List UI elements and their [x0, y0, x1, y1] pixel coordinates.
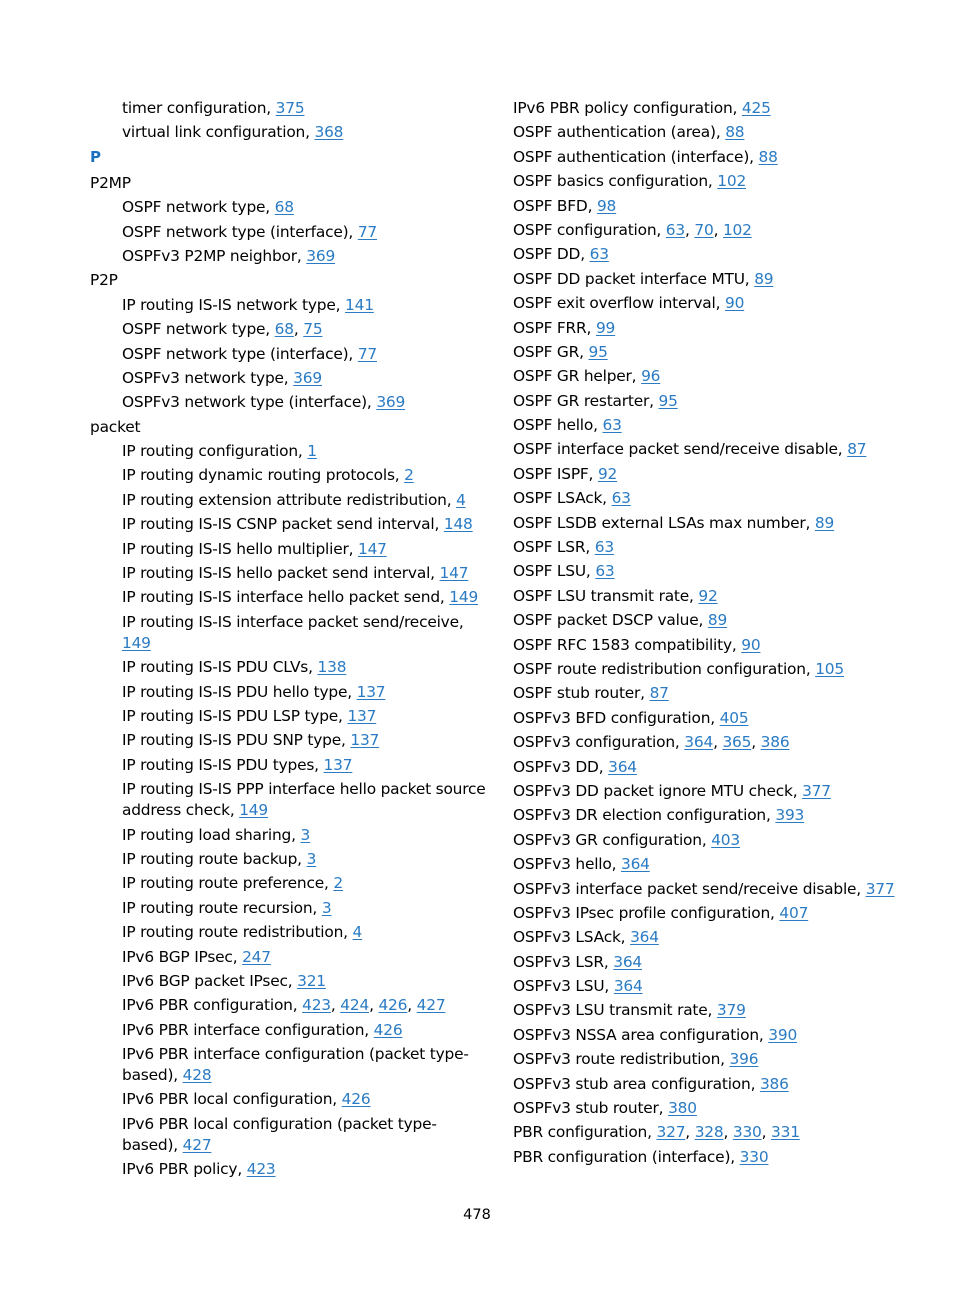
page-ref-link[interactable]: 364 — [613, 952, 643, 971]
page-ref-link[interactable]: 147 — [357, 539, 387, 558]
index-entry — [513, 244, 933, 265]
index-term: IPv6 PBR policy, — [122, 1160, 247, 1179]
index-term: IP routing IS-IS PDU types, — [122, 755, 324, 774]
page-ref-link[interactable]: 63 — [611, 489, 631, 508]
index-term: OSPFv3 IPsec profile configuration, — [513, 903, 780, 922]
page-ref-link[interactable]: 4 — [352, 923, 363, 942]
index-term: OSPF GR restarter, — [513, 391, 659, 410]
index-term: OSPFv3 LSU transmit rate, — [513, 1001, 717, 1020]
index-term: OSPFv3 LSAck, — [513, 928, 631, 947]
index-entry — [513, 976, 933, 997]
index-term: virtual link configuration, — [122, 123, 315, 142]
index-term: OSPF BFD, — [513, 196, 597, 215]
page-ref-link[interactable]: 423 — [302, 996, 331, 1015]
index-term: OSPFv3 interface packet send/receive disable, — [513, 879, 866, 898]
index-term: OSPFv3 DR election configuration, — [513, 806, 776, 825]
index-term: OSPF LSU transmit rate, — [513, 586, 699, 605]
index-subentry — [90, 706, 490, 727]
page-ref-link[interactable]: 95 — [658, 391, 678, 410]
index-term: IP routing IS-IS PPP interface hello packet source address check, — [122, 780, 486, 820]
page-ref-link[interactable]: 77 — [357, 344, 377, 363]
page-ref-link[interactable]: 331 — [771, 1123, 800, 1142]
index-term: IP routing IS-IS hello multiplier, — [122, 539, 358, 558]
page-ref-link[interactable]: 369 — [376, 393, 406, 412]
index-entry — [513, 488, 933, 509]
page-ref-link[interactable]: 70 — [694, 220, 714, 239]
index-entry — [513, 830, 933, 851]
index-subentry — [90, 947, 490, 968]
index-subentry — [90, 922, 490, 943]
index-subentry — [90, 490, 490, 511]
index-subentry — [90, 612, 490, 654]
index-letter-heading — [90, 147, 490, 168]
page-ref-link[interactable]: 423 — [246, 1160, 276, 1179]
index-term: IP routing IS-IS CSNP packet send interval, — [122, 515, 444, 534]
index-entry — [90, 270, 490, 291]
ref-separator: , — [723, 1123, 733, 1142]
index-term: OSPFv3 DD packet ignore MTU check, — [513, 781, 803, 800]
index-term: P2P — [90, 271, 118, 290]
page-ref-link[interactable]: 87 — [847, 440, 867, 459]
index-term: OSPF network type, — [122, 320, 275, 339]
page-ref-link[interactable]: 92 — [597, 464, 618, 483]
index-entry — [513, 171, 933, 192]
index-term: OSPFv3 network type (interface), — [122, 393, 377, 412]
index-term: IPv6 PBR policy configuration, — [513, 99, 742, 117]
index-subentry — [90, 1114, 490, 1156]
index-subentry — [90, 779, 490, 821]
index-subentry — [90, 755, 490, 776]
page-ref-link[interactable]: 3 — [300, 825, 311, 844]
page-ref-link[interactable]: 425 — [741, 99, 771, 117]
index-entry — [513, 269, 933, 290]
index-subentry — [90, 898, 490, 919]
page-ref-link[interactable]: 89 — [707, 611, 728, 630]
page-ref-link[interactable]: 102 — [722, 220, 752, 239]
index-entry — [513, 561, 933, 582]
index-subentry — [90, 1089, 490, 1110]
index-entry — [513, 903, 933, 924]
page-ref-link[interactable]: 141 — [345, 295, 374, 314]
ref-separator: , — [713, 733, 723, 752]
index-entry — [513, 708, 933, 729]
index-entry — [513, 781, 933, 802]
index-term: IPv6 BGP IPsec, — [122, 947, 243, 966]
index-term: OSPF LSDB external LSAs max number, — [513, 513, 815, 532]
index-subentry — [90, 465, 490, 486]
index-term: IPv6 PBR interface configuration, — [122, 1020, 374, 1039]
index-term: OSPFv3 BFD configuration, — [513, 708, 720, 727]
ref-separator: , — [369, 996, 379, 1015]
page-ref-link[interactable]: 98 — [596, 196, 617, 215]
index-subentry — [90, 1159, 490, 1180]
page-ref-link[interactable]: 380 — [668, 1099, 697, 1118]
page-ref-link[interactable]: 393 — [775, 806, 805, 825]
index-term: OSPF GR helper, — [513, 367, 642, 386]
index-subentry — [90, 849, 490, 870]
index-entry — [513, 952, 933, 973]
index-term: IP routing load sharing, — [122, 825, 301, 844]
index-subentry — [90, 441, 490, 462]
page-ref-link[interactable]: 364 — [621, 855, 650, 874]
ref-separator: , — [330, 996, 341, 1015]
index-entry — [513, 879, 933, 900]
page-ref-link[interactable]: 148 — [443, 515, 473, 534]
index-term: OSPF RFC 1583 compatibility, — [513, 635, 742, 654]
index-entry — [513, 927, 933, 948]
index-term: OSPFv3 DD, — [513, 757, 609, 776]
page-ref-link[interactable]: 68 — [274, 198, 294, 217]
page-ref-link[interactable]: 426 — [373, 1020, 403, 1039]
index-entry — [513, 147, 933, 168]
page-ref-link[interactable]: 369 — [306, 246, 336, 265]
index-term: OSPF LSR, — [513, 538, 595, 557]
index-term: OSPFv3 network type, — [122, 368, 294, 387]
page-ref-link[interactable]: 63 — [594, 538, 614, 557]
page-ref-link[interactable]: 77 — [357, 222, 377, 241]
index-subentry — [90, 344, 490, 365]
index-term: OSPF network type (interface), — [122, 344, 358, 363]
page-ref-link[interactable]: 426 — [341, 1090, 371, 1109]
index-entry — [513, 610, 933, 631]
page-ref-link[interactable]: 377 — [865, 879, 895, 898]
index-term: OSPFv3 hello, — [513, 855, 621, 874]
page-ref-link[interactable]: 102 — [717, 172, 747, 191]
page-ref-link[interactable]: 427 — [416, 996, 446, 1015]
index-entry — [513, 464, 933, 485]
ref-separator: , — [751, 733, 761, 752]
index-entry — [513, 366, 933, 387]
page-ref-link[interactable]: 63 — [589, 245, 609, 264]
index-term: P2MP — [90, 173, 131, 192]
index-subentry — [90, 246, 490, 267]
index-term: OSPF configuration, — [513, 220, 666, 239]
index-term: OSPF authentication (interface), — [513, 147, 759, 166]
index-term: OSPF network type (interface), — [122, 222, 358, 241]
index-term: OSPF interface packet send/receive disable, — [513, 440, 848, 459]
index-subentry — [90, 730, 490, 751]
index-entry — [513, 439, 933, 460]
index-term: OSPF network type, — [122, 198, 275, 217]
index-entry — [513, 342, 933, 363]
index-term: OSPFv3 NSSA area configuration, — [513, 1025, 769, 1044]
page-ref-link[interactable]: 364 — [608, 757, 637, 776]
index-term: IP routing IS-IS interface packet send/receive, — [122, 612, 464, 631]
index-subentry — [90, 587, 490, 608]
index-term: packet — [90, 417, 141, 436]
index-term: IP routing IS-IS hello packet send interval, — [122, 564, 440, 583]
index-term: IPv6 PBR local configuration (packet type-based), — [122, 1114, 437, 1154]
index-term: IPv6 BGP packet IPsec, — [122, 971, 298, 990]
index-subentry — [90, 971, 490, 992]
page-ref-link[interactable]: 390 — [768, 1025, 798, 1044]
page-ref-link[interactable]: 428 — [182, 1066, 212, 1085]
page-ref-link[interactable]: 427 — [182, 1135, 212, 1154]
page-ref-link[interactable]: 365 — [722, 733, 752, 752]
index-term: IPv6 PBR interface configuration (packet type-based), — [122, 1045, 469, 1085]
index-entry — [513, 659, 933, 680]
page-ref-link[interactable]: 247 — [242, 947, 271, 966]
index-entry — [513, 1049, 933, 1070]
index-term: OSPF LSU, — [513, 562, 596, 581]
index-subentry — [90, 563, 490, 584]
page-ref-link[interactable]: 396 — [729, 1050, 759, 1069]
index-subentry — [90, 1044, 490, 1086]
index-term: OSPFv3 P2MP neighbor, — [122, 246, 307, 265]
page-ref-link[interactable]: 63 — [665, 220, 685, 239]
page-ref-link[interactable]: 403 — [711, 830, 740, 849]
page-ref-link[interactable]: 88 — [758, 147, 778, 166]
index-term: OSPF LSAck, — [513, 489, 612, 508]
index-entry — [513, 854, 933, 875]
page-ref-link[interactable]: 87 — [649, 684, 669, 703]
index-entry — [513, 513, 933, 534]
page-ref-link[interactable]: 1 — [307, 442, 317, 461]
index-term: IP routing route preference, — [122, 874, 334, 893]
page-ref-link[interactable]: 424 — [340, 996, 370, 1015]
index-subentry — [90, 682, 490, 703]
index-term: OSPF stub router, — [513, 684, 650, 703]
index-term: OSPFv3 GR configuration, — [513, 830, 712, 849]
index-entry — [513, 1122, 933, 1143]
index-term: IP routing IS-IS PDU LSP type, — [122, 706, 348, 725]
page-ref-link[interactable]: 90 — [725, 294, 745, 313]
ref-separator: , — [685, 1123, 695, 1142]
page-ref-link[interactable]: 379 — [716, 1001, 746, 1020]
index-entry — [513, 196, 933, 217]
index-term: OSPF DD, — [513, 245, 590, 264]
page-ref-link[interactable]: 138 — [317, 658, 347, 677]
index-term: OSPF basics configuration, — [513, 172, 718, 191]
page-ref-link[interactable]: 88 — [725, 123, 745, 142]
page-ref-link[interactable]: 149 — [449, 588, 479, 607]
page-ref-link[interactable]: 89 — [814, 513, 835, 532]
page-ref-link[interactable]: 92 — [698, 586, 718, 605]
index-entry — [90, 173, 490, 194]
index-entry — [513, 98, 933, 119]
index-subentry — [90, 368, 490, 389]
page-ref-link[interactable]: 328 — [694, 1123, 724, 1142]
index-term: IP routing extension attribute redistribution, — [122, 490, 457, 509]
page-ref-link[interactable]: 75 — [303, 320, 323, 339]
index-entry — [513, 122, 933, 143]
index-term: IPv6 PBR configuration, — [122, 996, 303, 1015]
index-term: timer configuration, — [122, 99, 276, 117]
page-ref-link[interactable]: 99 — [595, 318, 616, 337]
index-term: IP routing IS-IS PDU hello type, — [122, 682, 357, 701]
page-ref-link[interactable]: 330 — [732, 1123, 762, 1142]
index-subentry — [90, 122, 490, 143]
index-entry — [513, 1147, 933, 1168]
page-ref-link[interactable]: 149 — [122, 633, 151, 652]
page-ref-link[interactable]: 386 — [760, 733, 790, 752]
index-entry — [513, 1025, 933, 1046]
index-subentry — [90, 98, 490, 119]
page-ref-link[interactable]: 377 — [802, 781, 831, 800]
index-term: IP routing IS-IS interface hello packet send, — [122, 588, 450, 607]
index-subentry — [90, 539, 490, 560]
index-term: OSPFv3 stub router, — [513, 1099, 669, 1118]
ref-separator: , — [713, 220, 723, 239]
index-term: OSPF ISPF, — [513, 464, 598, 483]
index-term: OSPF GR, — [513, 342, 589, 361]
page-ref-link[interactable]: 364 — [684, 733, 714, 752]
index-term: OSPFv3 LSR, — [513, 952, 614, 971]
index-term: IP routing configuration, — [122, 442, 308, 461]
index-entry — [513, 537, 933, 558]
page-ref-link[interactable]: 368 — [314, 123, 344, 142]
page-ref-link[interactable]: 63 — [602, 416, 622, 435]
index-term: OSPFv3 configuration, — [513, 733, 685, 752]
index-term: IP routing IS-IS PDU CLVs, — [122, 658, 318, 677]
index-entry — [513, 1098, 933, 1119]
index-subentry — [90, 222, 490, 243]
page-ref-link[interactable]: 386 — [759, 1074, 789, 1093]
index-entry — [513, 391, 933, 412]
page-ref-link[interactable]: 369 — [293, 368, 322, 387]
index-term: OSPF exit overflow interval, — [513, 294, 725, 313]
page-ref-link[interactable]: 2 — [333, 874, 343, 893]
page-ref-link[interactable]: 63 — [595, 562, 615, 581]
index-term: IP routing route recursion, — [122, 898, 322, 917]
index-subentry — [90, 392, 490, 413]
index-subentry — [90, 319, 490, 340]
index-term: OSPF route redistribution configuration, — [513, 659, 816, 678]
index-entry — [513, 805, 933, 826]
index-subentry — [90, 657, 490, 678]
index-column-left — [90, 98, 490, 1184]
page-ref-link[interactable]: 330 — [739, 1147, 769, 1166]
index-entry — [90, 417, 490, 438]
page-ref-link[interactable]: 3 — [306, 849, 317, 868]
ref-separator: , — [684, 220, 695, 239]
index-term: P — [90, 147, 101, 166]
page-ref-link[interactable]: 2 — [404, 466, 414, 485]
index-term: OSPF authentication (area), — [513, 123, 726, 142]
page-ref-link[interactable]: 137 — [356, 682, 386, 701]
index-term: OSPF FRR, — [513, 318, 596, 337]
page-ref-link[interactable]: 147 — [439, 564, 469, 583]
index-subentry — [90, 825, 490, 846]
index-term: PBR configuration (interface), — [513, 1147, 740, 1166]
index-term: OSPF packet DSCP value, — [513, 611, 708, 630]
index-subentry — [90, 873, 490, 894]
index-term: IP routing route backup, — [122, 849, 307, 868]
index-entry — [513, 293, 933, 314]
page-ref-link[interactable]: 68 — [274, 320, 294, 339]
index-column-right — [513, 98, 933, 1171]
index-term: IP routing route redistribution, — [122, 923, 353, 942]
index-entry — [513, 683, 933, 704]
page-ref-link[interactable]: 137 — [350, 731, 380, 750]
index-subentry — [90, 514, 490, 535]
page-ref-link[interactable]: 4 — [456, 490, 466, 509]
page-ref-link[interactable]: 105 — [815, 659, 844, 678]
index-subentry — [90, 1020, 490, 1041]
index-subentry — [90, 995, 490, 1016]
page-ref-link[interactable]: 137 — [323, 755, 353, 774]
index-term: IP routing IS-IS network type, — [122, 295, 346, 314]
page-ref-link[interactable]: 96 — [641, 367, 661, 386]
index-entry — [513, 318, 933, 339]
page-ref-link[interactable]: 137 — [347, 706, 377, 725]
index-entry — [513, 757, 933, 778]
page-ref-link[interactable]: 364 — [630, 928, 659, 947]
page-ref-link[interactable]: 405 — [719, 708, 749, 727]
index-entry — [513, 635, 933, 656]
index-entry — [513, 1000, 933, 1021]
index-entry — [513, 732, 933, 753]
ref-separator: , — [293, 320, 304, 339]
index-term: OSPF hello, — [513, 416, 603, 435]
ref-separator: , — [407, 996, 417, 1015]
page-ref-link[interactable]: 95 — [588, 342, 608, 361]
page-ref-link[interactable]: 364 — [613, 977, 643, 996]
index-subentry — [90, 197, 490, 218]
page-ref-link[interactable]: 321 — [297, 971, 326, 990]
page-ref-link[interactable]: 375 — [275, 99, 305, 117]
index-term: OSPFv3 LSU, — [513, 977, 614, 996]
page-number: 478 — [463, 1207, 491, 1223]
ref-separator: , — [761, 1123, 772, 1142]
index-term: OSPF DD packet interface MTU, — [513, 269, 755, 288]
index-entry — [513, 415, 933, 436]
index-subentry — [90, 295, 490, 316]
page-ref-link[interactable]: 407 — [779, 903, 809, 922]
index-term: IP routing dynamic routing protocols, — [122, 466, 405, 485]
index-entry — [513, 220, 933, 241]
index-entry — [513, 1074, 933, 1095]
index-term: IP routing IS-IS PDU SNP type, — [122, 731, 351, 750]
index-term: OSPFv3 stub area configuration, — [513, 1074, 760, 1093]
index-term: PBR configuration, — [513, 1123, 657, 1142]
page-ref-link[interactable]: 327 — [656, 1123, 686, 1142]
index-term: OSPFv3 route redistribution, — [513, 1050, 730, 1069]
page-ref-link[interactable]: 89 — [754, 269, 774, 288]
page-ref-link[interactable]: 149 — [239, 801, 268, 820]
page-ref-link[interactable]: 90 — [741, 635, 761, 654]
page-ref-link[interactable]: 426 — [378, 996, 408, 1015]
page-ref-link[interactable]: 3 — [321, 898, 332, 917]
index-entry — [513, 586, 933, 607]
index-term: IPv6 PBR local configuration, — [122, 1090, 342, 1109]
